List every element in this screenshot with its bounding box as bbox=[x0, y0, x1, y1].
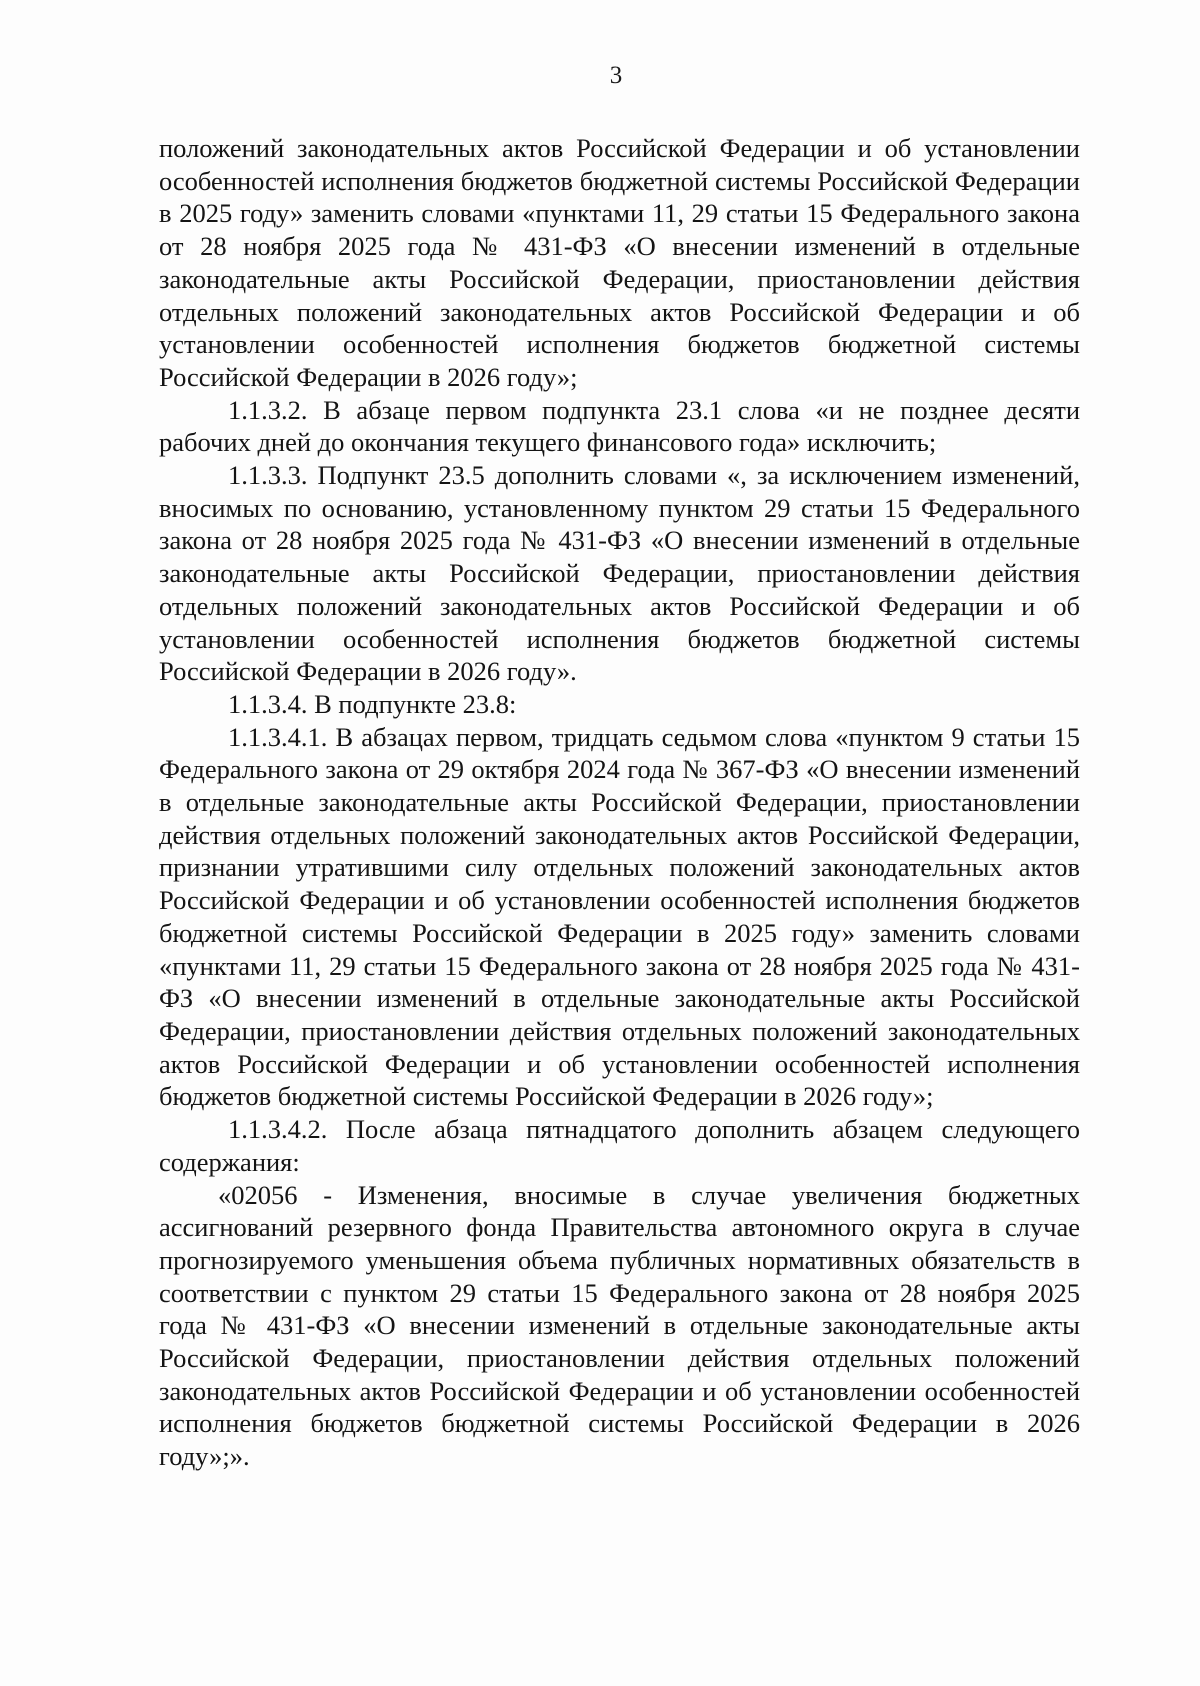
paragraph-1-1-3-3: 1.1.3.3. Подпункт 23.5 дополнить словами «, за исключением изменений, вносимых по основанию, установленному пунктом 29 статьи 15 Федерального закона от 28 ноября 2025 года № 431-ФЗ «О внесении изменений в отдельные законодательные акты Российской Федерации, приостановлении действия отдельных положений законодательных актов Российской Федерации и об установлении особенностей исполнения бюджетов бюджетной системы Российской Федерации в 2026 году». bbox=[159, 460, 1080, 687]
page-number: 3 bbox=[609, 62, 623, 89]
paragraph-1-1-3-2: 1.1.3.2. В абзаце первом подпункта 23.1 слова «и не позднее десяти рабочих дней до окончания текущего финансового года» исключить; bbox=[159, 394, 1080, 458]
paragraph-1-1-3-4-1: 1.1.3.4.1. В абзацах первом, тридцать седьмом слова «пунктом 9 статьи 15 Федерального закона от 29 октября 2024 года № 367-ФЗ «О внесении изменений в отдельные законодательные акты Российской Федерации, приостановлении действия отдельных положений законодательных актов Российской Федерации, признании утратившими силу отдельных положений законодательных актов Российской Федерации и об установлении особенностей исполнения бюджетов бюджетной системы Российской Федерации в 2025 году» заменить словами «пунктами 11, 29 статьи 15 Федерального закона от 28 ноября 2025 года № 431-ФЗ «О внесении изменений в отдельные законодательные акты Российской Федерации, приостановлении действия отдельных положений законодательных актов Российской Федерации и об установлении особенностей исполнения бюджетов бюджетной системы Российской Федерации в 2026 году»; bbox=[159, 721, 1080, 1112]
paragraph-quote-02056: «02056 - Изменения, вносимые в случае увеличения бюджетных ассигнований резервного фонда Правительства автономного округа в случае прогнозируемого уменьшения объема публичных нормативных обязательств в соответствии с пунктом 29 статьи 15 Федерального закона от 28 ноября 2025 года № 431-ФЗ «О внесении изменений в отдельные законодательные акты Российской Федерации, приостановлении действия отдельных положений законодательных актов Российской Федерации и об установлении особенностей исполнения бюджетов бюджетной системы Российской Федерации в 2026 году»;». bbox=[159, 1179, 1080, 1472]
document-body bbox=[159, 132, 1080, 1473]
paragraph-continuation: положений законодательных актов Российской Федерации и об установлении особенностей исполнения бюджетов бюджетной системы Российской Федерации в 2025 году» заменить словами «пунктами 11, 29 статьи 15 Федерального закона от 28 ноября 2025 года № 431-ФЗ «О внесении изменений в отдельные законодательные акты Российской Федерации, приостановлении действия отдельных положений законодательных актов Российской Федерации и об установлении особенностей исполнения бюджетов бюджетной системы Российской Федерации в 2026 году»; bbox=[159, 133, 1080, 392]
paragraph-1-1-3-4: 1.1.3.4. В подпункте 23.8: bbox=[228, 688, 517, 719]
paragraph-1-1-3-4-2: 1.1.3.4.2. После абзаца пятнадцатого дополнить абзацем следующего содержания: bbox=[159, 1114, 1080, 1177]
